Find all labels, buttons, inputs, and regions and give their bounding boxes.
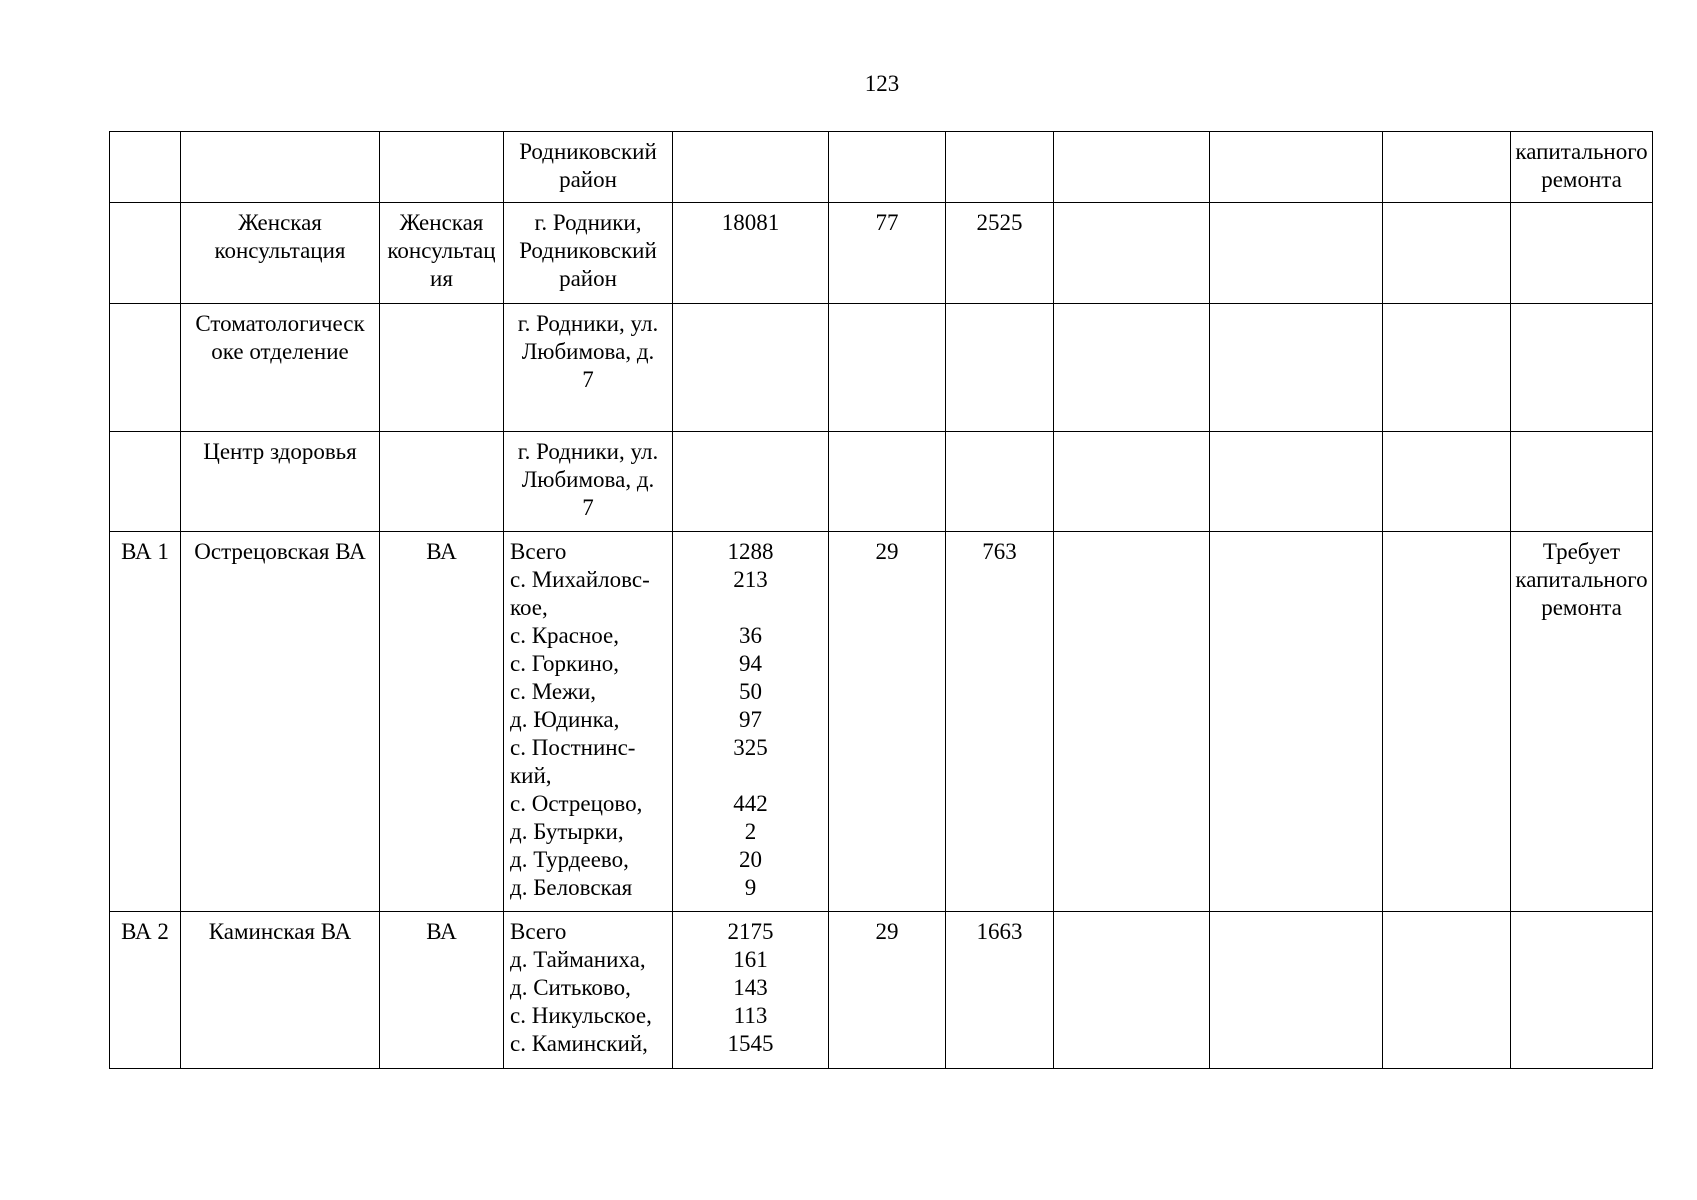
cell-address: Всего д. Тайманиха, д. Ситьково, с. Никульское, с. Каминский, [504, 912, 673, 1069]
cell-name: Острецовская ВА [181, 532, 380, 912]
cell-name: Женская консультация [181, 203, 380, 304]
cell-col-6: 77 [829, 203, 946, 304]
cell-type: ВА [380, 532, 504, 912]
cell-address: Родниковский район [504, 132, 673, 203]
cell-col-10 [1383, 304, 1511, 432]
cell-col-10 [1383, 532, 1511, 912]
cell-col-6 [829, 132, 946, 203]
cell-col-10 [1383, 432, 1511, 532]
cell-col-9 [1210, 304, 1383, 432]
cell-col-10 [1383, 203, 1511, 304]
cell-condition: Требует капитального ремонта [1511, 532, 1653, 912]
cell-type [380, 432, 504, 532]
cell-col-7: 1663 [946, 912, 1054, 1069]
cell-col-10 [1383, 912, 1511, 1069]
cell-col-7: 2525 [946, 203, 1054, 304]
cell-col-6: 29 [829, 912, 946, 1069]
cell-condition [1511, 912, 1653, 1069]
cell-col-6: 29 [829, 532, 946, 912]
cell-type [380, 304, 504, 432]
cell-type: Женская консультац ия [380, 203, 504, 304]
facilities-table [109, 131, 1653, 1069]
table-row [110, 432, 1653, 532]
table-row [110, 304, 1653, 432]
cell-col-7 [946, 304, 1054, 432]
cell-name: Центр здоровья [181, 432, 380, 532]
cell-number [110, 304, 181, 432]
cell-col-9 [1210, 432, 1383, 532]
cell-type [380, 132, 504, 203]
cell-col-9 [1210, 912, 1383, 1069]
cell-col-6 [829, 432, 946, 532]
cell-col-7: 763 [946, 532, 1054, 912]
cell-population [673, 132, 829, 203]
cell-col-7 [946, 432, 1054, 532]
cell-address: Всего с. Михайловс- кое, с. Красное, с. Горкино, с. Межи, д. Юдинка, с. Постнинс- кий, с. Острецово, д. Бутырки, д. Турдеево, д. Беловская [504, 532, 673, 912]
cell-condition [1511, 203, 1653, 304]
table-row [110, 912, 1653, 1069]
cell-name [181, 132, 380, 203]
cell-condition: капитального ремонта [1511, 132, 1653, 203]
cell-name: Стоматологическ оке отделение [181, 304, 380, 432]
cell-col-8 [1054, 304, 1210, 432]
cell-number: ВА 2 [110, 912, 181, 1069]
cell-col-10 [1383, 132, 1511, 203]
cell-number [110, 132, 181, 203]
cell-col-9 [1210, 532, 1383, 912]
table-row [110, 532, 1653, 912]
cell-col-8 [1054, 912, 1210, 1069]
cell-col-8 [1054, 432, 1210, 532]
cell-population [673, 432, 829, 532]
cell-col-7 [946, 132, 1054, 203]
table-row [110, 203, 1653, 304]
cell-address: г. Родники, ул. Любимова, д. 7 [504, 304, 673, 432]
page-number: 123 [864, 71, 900, 96]
cell-address: г. Родники, ул. Любимова, д. 7 [504, 432, 673, 532]
cell-condition [1511, 304, 1653, 432]
cell-number: ВА 1 [110, 532, 181, 912]
cell-col-8 [1054, 532, 1210, 912]
table-row [110, 132, 1653, 203]
cell-type: ВА [380, 912, 504, 1069]
cell-col-6 [829, 304, 946, 432]
cell-population: 1288 213 36 94 50 97 325 442 2 20 9 [673, 532, 829, 912]
cell-name: Каминская ВА [181, 912, 380, 1069]
cell-number [110, 432, 181, 532]
cell-address: г. Родники, Родниковский район [504, 203, 673, 304]
cell-population: 2175 161 143 113 1545 [673, 912, 829, 1069]
cell-col-8 [1054, 132, 1210, 203]
cell-col-9 [1210, 132, 1383, 203]
cell-condition [1511, 432, 1653, 532]
cell-col-8 [1054, 203, 1210, 304]
cell-col-9 [1210, 203, 1383, 304]
cell-number [110, 203, 181, 304]
cell-population [673, 304, 829, 432]
cell-population: 18081 [673, 203, 829, 304]
